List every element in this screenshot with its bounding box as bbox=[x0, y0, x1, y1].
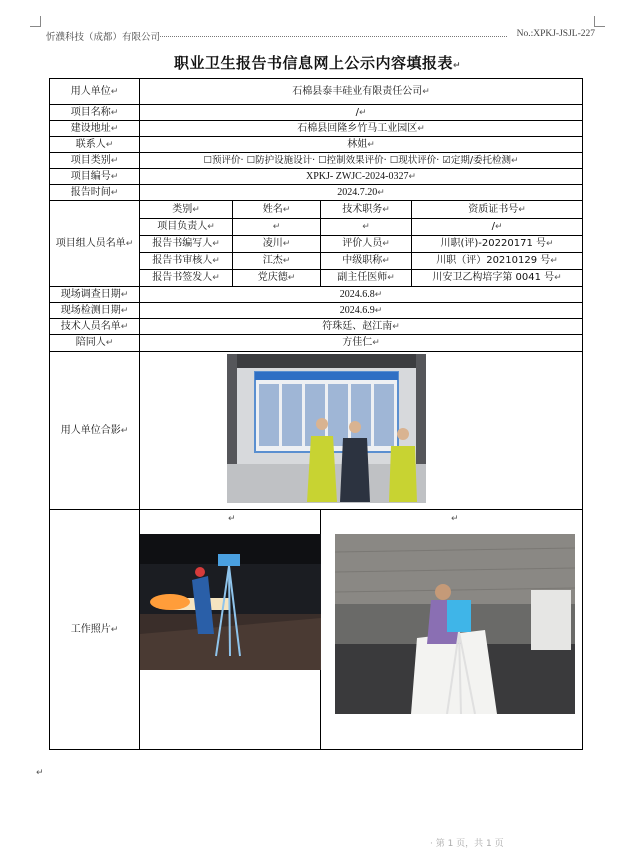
project-no-value: XPKJ- ZWJC-2024-0327↵ bbox=[140, 169, 583, 185]
team-cell: /↵ bbox=[412, 219, 583, 236]
team-header-category: 类别↵ bbox=[140, 201, 233, 219]
row-report-time bbox=[50, 185, 583, 201]
category-option-status-eval[interactable]: ☐现状评价 bbox=[389, 154, 437, 166]
escort-label: 陪同人↵ bbox=[50, 335, 140, 352]
team-cell: 川安卫乙构培字第 0041 号↵ bbox=[412, 270, 583, 287]
tech-staff-value: 符珠廷、赵江南↵ bbox=[140, 319, 583, 335]
contact-label: 联系人↵ bbox=[50, 137, 140, 153]
team-cell: 党庆德↵ bbox=[233, 270, 321, 287]
team-cell: ↵ bbox=[321, 219, 412, 236]
team-cell: 江杰↵ bbox=[233, 253, 321, 270]
row-project-no bbox=[50, 169, 583, 185]
work-photo-1 bbox=[140, 534, 321, 670]
team-header-name: 姓名↵ bbox=[233, 201, 321, 219]
row-project-name bbox=[50, 105, 583, 121]
work-photo-cell-1: ↵ bbox=[140, 510, 321, 750]
row-contact bbox=[50, 137, 583, 153]
row-address bbox=[50, 121, 583, 137]
team-cell: 川职（评）20210129 号↵ bbox=[412, 253, 583, 270]
test-date-value: 2024.6.9↵ bbox=[140, 303, 583, 319]
crop-mark-top-right bbox=[594, 16, 605, 27]
group-photo-label: 用人单位合影↵ bbox=[50, 352, 140, 510]
work-photo-label: 工作照片↵ bbox=[50, 510, 140, 750]
team-cell: 评价人员↵ bbox=[321, 236, 412, 253]
category-option-periodic-test[interactable]: ☑定期/委托检测 bbox=[442, 154, 512, 166]
group-photo-cell bbox=[140, 352, 583, 510]
header-company: 忻濮科技（成都）有限公司 bbox=[46, 32, 161, 43]
row-escort bbox=[50, 335, 583, 352]
row-test-date bbox=[50, 303, 583, 319]
team-cell: 报告书审核人↵ bbox=[140, 253, 233, 270]
address-value: 石棉县回隆乡竹马工业园区↵ bbox=[140, 121, 583, 137]
employer-value: 石棉县泰丰硅业有限责任公司↵ bbox=[140, 79, 583, 105]
row-group-photo bbox=[50, 352, 583, 510]
team-cell: 副主任医师↵ bbox=[321, 270, 412, 287]
team-cell: 中级职称↵ bbox=[321, 253, 412, 270]
category-option-control-effect[interactable]: ☐控制效果评价 bbox=[318, 154, 384, 166]
row-category bbox=[50, 153, 583, 169]
team-cell: ↵ bbox=[233, 219, 321, 236]
category-label: 项目类别↵ bbox=[50, 153, 140, 169]
category-option-pre-eval[interactable]: ☐预评价 bbox=[203, 154, 241, 166]
row-work-photos bbox=[50, 510, 583, 750]
page-title: 职业卫生报告书信息网上公示内容填报表↵ bbox=[173, 54, 462, 72]
report-time-value: 2024.7.20↵ bbox=[140, 185, 583, 201]
row-employer bbox=[50, 79, 583, 105]
survey-date-value: 2024.6.8↵ bbox=[140, 287, 583, 303]
project-name-value: /↵ bbox=[140, 105, 583, 121]
category-option-protection-design[interactable]: ☐防护设施设计 bbox=[246, 154, 313, 166]
header-doc-no: No.:XPKJ-JSJL-227 bbox=[516, 29, 595, 39]
survey-date-label: 现场调查日期↵ bbox=[50, 287, 140, 303]
work-photo-2 bbox=[335, 534, 575, 714]
paragraph-mark: ↵ bbox=[36, 768, 44, 778]
team-header-row bbox=[50, 201, 583, 219]
category-options: ☐预评价· ☐防护设施设计· ☐控制效果评价· ☐现状评价· ☑定期/委托检测↵ bbox=[140, 153, 583, 169]
crop-mark-top-left bbox=[30, 16, 41, 27]
tech-staff-label: 技术人员名单↵ bbox=[50, 319, 140, 335]
group-photo bbox=[227, 354, 426, 503]
team-header-title: 技术职务↵ bbox=[321, 201, 412, 219]
team-header-cert: 资质证书号↵ bbox=[412, 201, 583, 219]
team-cell: 项目负责人↵ bbox=[140, 219, 233, 236]
row-tech-staff bbox=[50, 319, 583, 335]
address-label: 建设地址↵ bbox=[50, 121, 140, 137]
team-label: 项目组人员名单↵ bbox=[50, 201, 140, 287]
report-time-label: 报告时间↵ bbox=[50, 185, 140, 201]
team-cell: 川职(评)-20220171 号↵ bbox=[412, 236, 583, 253]
team-cell: 报告书编写人↵ bbox=[140, 236, 233, 253]
escort-value: 方佳仁↵ bbox=[140, 335, 583, 352]
employer-label: 用人单位↵ bbox=[50, 79, 140, 105]
team-cell: 凌川↵ bbox=[233, 236, 321, 253]
work-photo-cell-2: ↵ bbox=[321, 510, 583, 750]
page-footer-text: · 第 1 页，共 1 页 bbox=[430, 839, 504, 849]
project-no-label: 项目编号↵ bbox=[50, 169, 140, 185]
header-dotted-line bbox=[160, 36, 507, 37]
row-survey-date bbox=[50, 287, 583, 303]
form-table bbox=[49, 78, 583, 750]
project-name-label: 项目名称↵ bbox=[50, 105, 140, 121]
contact-value: 林姐↵ bbox=[140, 137, 583, 153]
test-date-label: 现场检测日期↵ bbox=[50, 303, 140, 319]
team-cell: 报告书签发人↵ bbox=[140, 270, 233, 287]
